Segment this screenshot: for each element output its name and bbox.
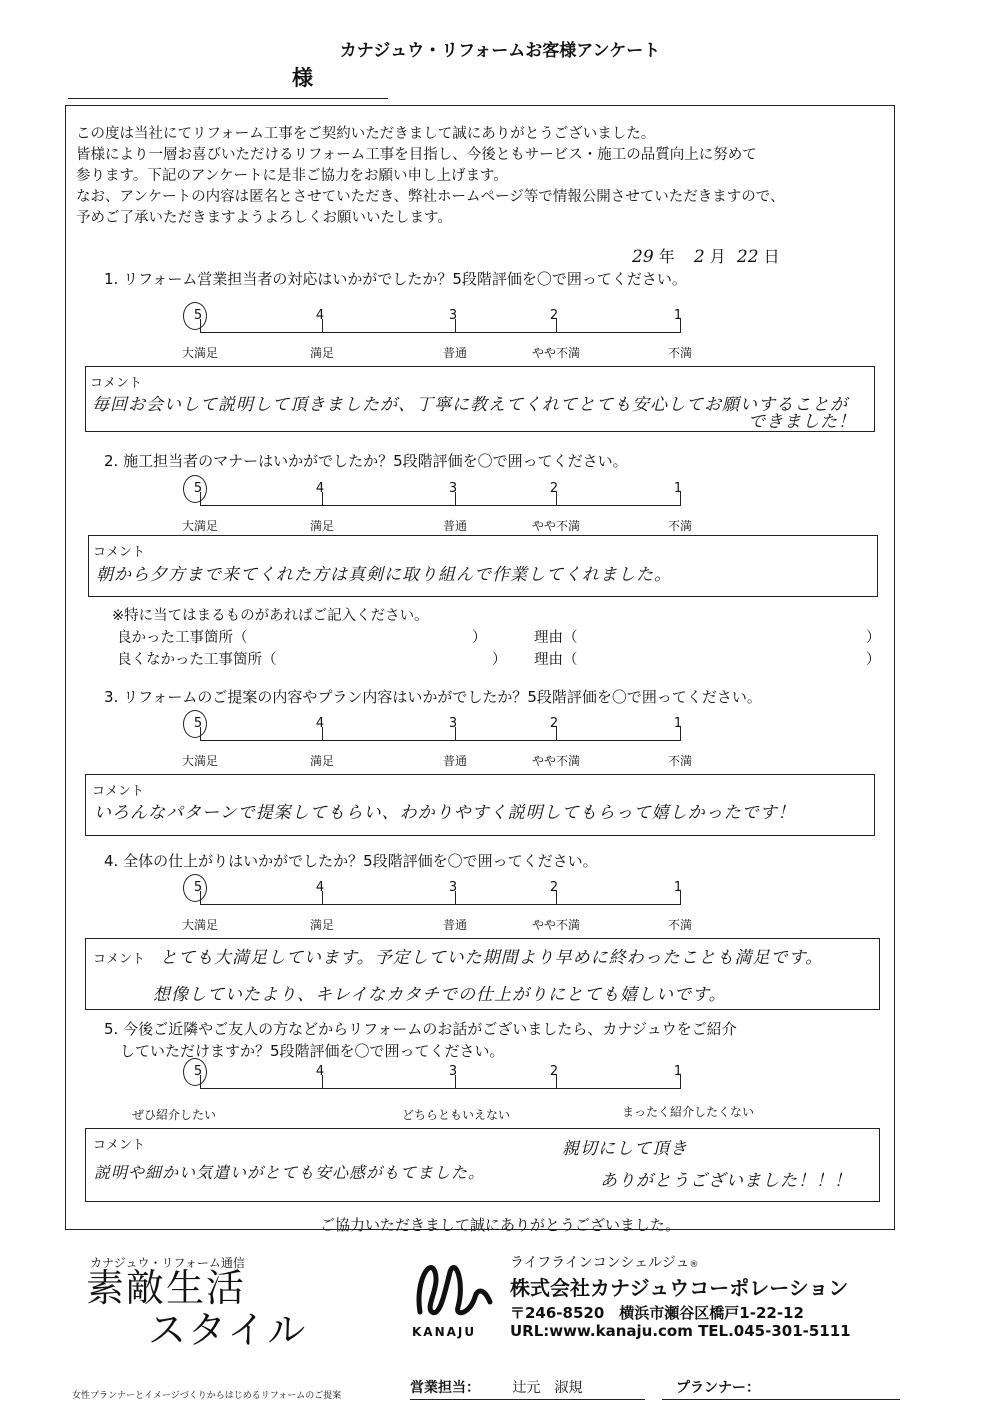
comment-label: コメント xyxy=(93,1138,146,1153)
company-name: 株式会社カナジュウコーポレーション xyxy=(510,1276,849,1300)
scale-line-1 xyxy=(200,332,680,333)
scale-number: 5 xyxy=(193,481,203,496)
reason-label: 理由（ xyxy=(534,630,578,646)
question-3: 3. リフォームのご提案の内容やプラン内容はいかがでしたか？5段階評価を〇で囲ってください。 xyxy=(104,688,762,706)
scale-number: 5 xyxy=(193,1064,203,1079)
planner-field xyxy=(662,1377,900,1400)
scale-label-recommend: ぜひ紹介したい xyxy=(131,1108,216,1122)
scale-label: やや不満 xyxy=(531,346,580,360)
scale-number: 3 xyxy=(448,880,458,895)
comment-4-line-2: 想像していたより、キレイなカタチでの仕上がりにとても嬉しいです。 xyxy=(153,985,727,1005)
reason-label: 理由（ xyxy=(534,652,578,668)
close-paren: ） xyxy=(492,652,507,668)
sales-field xyxy=(410,1377,645,1400)
company-contact: URL:www.kanaju.com TEL.045-301-5111 xyxy=(510,1322,851,1340)
scale-label: やや不満 xyxy=(531,918,580,932)
scale-number: 2 xyxy=(549,481,559,496)
scale-label: やや不満 xyxy=(531,519,580,533)
close-paren: ） xyxy=(472,630,487,646)
close-paren: ） xyxy=(866,652,881,668)
comment-label: コメント xyxy=(90,376,143,391)
scale-number: 3 xyxy=(448,1064,458,1079)
scale-label: 満足 xyxy=(309,346,334,360)
scale-number: 5 xyxy=(193,880,203,895)
concierge-line xyxy=(510,1252,698,1272)
scale-label: 不満 xyxy=(667,346,692,360)
scale-number: 1 xyxy=(673,880,683,895)
scale-label-not-recommend: まったく紹介したくない xyxy=(622,1105,755,1119)
scale-number: 4 xyxy=(315,1064,325,1079)
scale-line-4 xyxy=(200,904,680,905)
intro-text xyxy=(76,124,784,229)
scale-label: 満足 xyxy=(309,519,334,533)
brand-line-2: スタイル xyxy=(148,1308,308,1352)
scale-number: 4 xyxy=(315,481,325,496)
comment-5-line-1: 親切にして頂き xyxy=(562,1139,688,1159)
question-5-line-1: 5. 今後ご近隣やご友人の方などからリフォームのお話がございましたら、カナジュウをご紹介 xyxy=(104,1020,737,1038)
date-month: 2 xyxy=(693,247,705,267)
sales-name: 辻元 淑規 xyxy=(512,1380,583,1396)
planner-label: プランナー： xyxy=(676,1380,760,1396)
scale-number: 2 xyxy=(549,1064,559,1079)
special-note: ※特に当てはまるものがあればご記入ください。 xyxy=(112,608,429,624)
intro-line: なお、アンケートの内容は匿名とさせていただき、弊社ホームページ等で情報公開させていただきますので、 xyxy=(76,189,785,205)
date-month-unit: 月 xyxy=(709,247,726,266)
scale-number: 3 xyxy=(448,481,458,496)
scale-label: 普通 xyxy=(442,519,467,533)
scale-number: 5 xyxy=(193,716,203,731)
concierge: ライフラインコンシェルジュ xyxy=(510,1255,690,1271)
scale-label: 満足 xyxy=(309,754,334,768)
kanaju-logo-icon xyxy=(410,1252,500,1322)
scale-line-5 xyxy=(200,1088,680,1089)
scale-number: 4 xyxy=(315,308,325,323)
comment-1-line-1: 毎回お会いして説明して頂きましたが、丁寧に教えてくれてとても安心してお願いすることが xyxy=(92,395,848,415)
salutation: 様 xyxy=(292,66,313,90)
kanaju-wordmark: KANAJU xyxy=(412,1325,477,1339)
selected-rating-circle-4 xyxy=(183,874,207,902)
comment-4-line-1: とても大満足しています。予定していた期間より早めに終わったことも満足です。 xyxy=(160,948,824,968)
comment-label: コメント xyxy=(93,545,146,560)
comment-label: コメント xyxy=(92,784,145,799)
scale-number: 2 xyxy=(549,880,559,895)
selected-rating-circle-3 xyxy=(183,710,207,738)
newsletter-name: カナジュウ・リフォーム通信 xyxy=(90,1256,245,1270)
scale-label: 大満足 xyxy=(181,519,218,533)
scale-number: 1 xyxy=(673,308,683,323)
selected-rating-circle-1 xyxy=(183,302,207,330)
comment-label: コメント xyxy=(93,952,146,967)
scale-label: 大満足 xyxy=(181,346,218,360)
scale-number: 3 xyxy=(448,716,458,731)
date-year: 29 xyxy=(632,247,654,267)
registered-mark: ® xyxy=(689,1260,699,1270)
comment-1-line-2: できました！ xyxy=(748,412,856,432)
scale-label: 普通 xyxy=(442,754,467,768)
comment-5-line-2: 説明や細かい気遣いがとても安心感がもてました。 xyxy=(94,1163,486,1182)
scale-label: 大満足 xyxy=(181,918,218,932)
intro-line: 参ります。下記のアンケートに是非ご協力をお願い申し上げます。 xyxy=(76,168,508,184)
date-day-unit: 日 xyxy=(763,247,780,266)
intro-line: 皆様により一層お喜びいただけるリフォーム工事を目指し、今後ともサービス・施工の品質向上に努めて xyxy=(76,147,757,163)
thanks-message: ご協力いただきまして誠にありがとうございました。 xyxy=(319,1216,680,1234)
scale-number: 2 xyxy=(549,308,559,323)
scale-label: 普通 xyxy=(442,918,467,932)
good-area-label: 良かった工事箇所（ xyxy=(117,630,248,646)
scale-label: 普通 xyxy=(442,346,467,360)
question-5-line-2: していただけますか？5段階評価を〇で囲ってください。 xyxy=(120,1042,505,1060)
date-year-unit: 年 xyxy=(658,247,675,266)
scale-label-neutral: どちらともいえない xyxy=(401,1108,510,1122)
scale-label: 不満 xyxy=(667,519,692,533)
scale-label: 満足 xyxy=(309,918,334,932)
scale-line-2 xyxy=(200,505,680,506)
scale-number: 1 xyxy=(673,481,683,496)
company-address: 〒246-8520 横浜市瀬谷区橋戸1-22-12 xyxy=(510,1304,804,1322)
selected-rating-circle-5 xyxy=(183,1058,207,1086)
comment-3-line-1: いろんなパターンで提案してもらい、わかりやすく説明してもらって嬉しかったです！ xyxy=(94,803,796,823)
form-title: カナジュウ・リフォームお客様アンケート xyxy=(339,41,661,61)
sales-label: 営業担当： xyxy=(410,1380,480,1396)
scale-line-3 xyxy=(200,740,680,741)
question-1: 1. リフォーム営業担当者の対応はいかがでしたか？5段階評価を〇で囲ってください。 xyxy=(104,270,687,288)
scale-number: 3 xyxy=(448,308,458,323)
bad-area-label: 良くなかった工事箇所（ xyxy=(117,652,277,668)
close-paren: ） xyxy=(866,630,881,646)
date-day: 22 xyxy=(736,247,759,267)
scale-label: 大満足 xyxy=(181,754,218,768)
scale-number: 1 xyxy=(673,716,683,731)
brand-line-1: 素敵生活 xyxy=(86,1266,247,1310)
scale-number: 5 xyxy=(193,308,203,323)
scale-label: やや不満 xyxy=(531,754,580,768)
scale-label: 不満 xyxy=(667,754,692,768)
scale-number: 4 xyxy=(315,880,325,895)
date xyxy=(632,244,780,267)
comment-2-line-1: 朝から夕方まで来てくれた方は真剣に取り組んで作業してくれました。 xyxy=(96,565,672,585)
tagline: 女性プランナーとイメージづくりからはじめるリフォームのご提案 xyxy=(72,1391,342,1401)
intro-line: この度は当社にてリフォーム工事をご契約いただきまして誠にありがとうございました。 xyxy=(76,126,656,142)
question-2: 2. 施工担当者のマナーはいかがでしたか？5段階評価を〇で囲ってください。 xyxy=(104,452,628,470)
scale-number: 2 xyxy=(549,716,559,731)
comment-5-line-3: ありがとうございました！！！ xyxy=(600,1171,852,1191)
name-line xyxy=(68,98,388,99)
intro-line: 予めご了承いただきますようよろしくお願いいたします。 xyxy=(76,210,452,226)
scale-label: 不満 xyxy=(667,918,692,932)
question-4: 4. 全体の仕上がりはいかがでしたか？5段階評価を〇で囲ってください。 xyxy=(104,852,598,870)
scale-number: 1 xyxy=(673,1064,683,1079)
scale-number: 4 xyxy=(315,716,325,731)
selected-rating-circle-2 xyxy=(183,475,207,503)
